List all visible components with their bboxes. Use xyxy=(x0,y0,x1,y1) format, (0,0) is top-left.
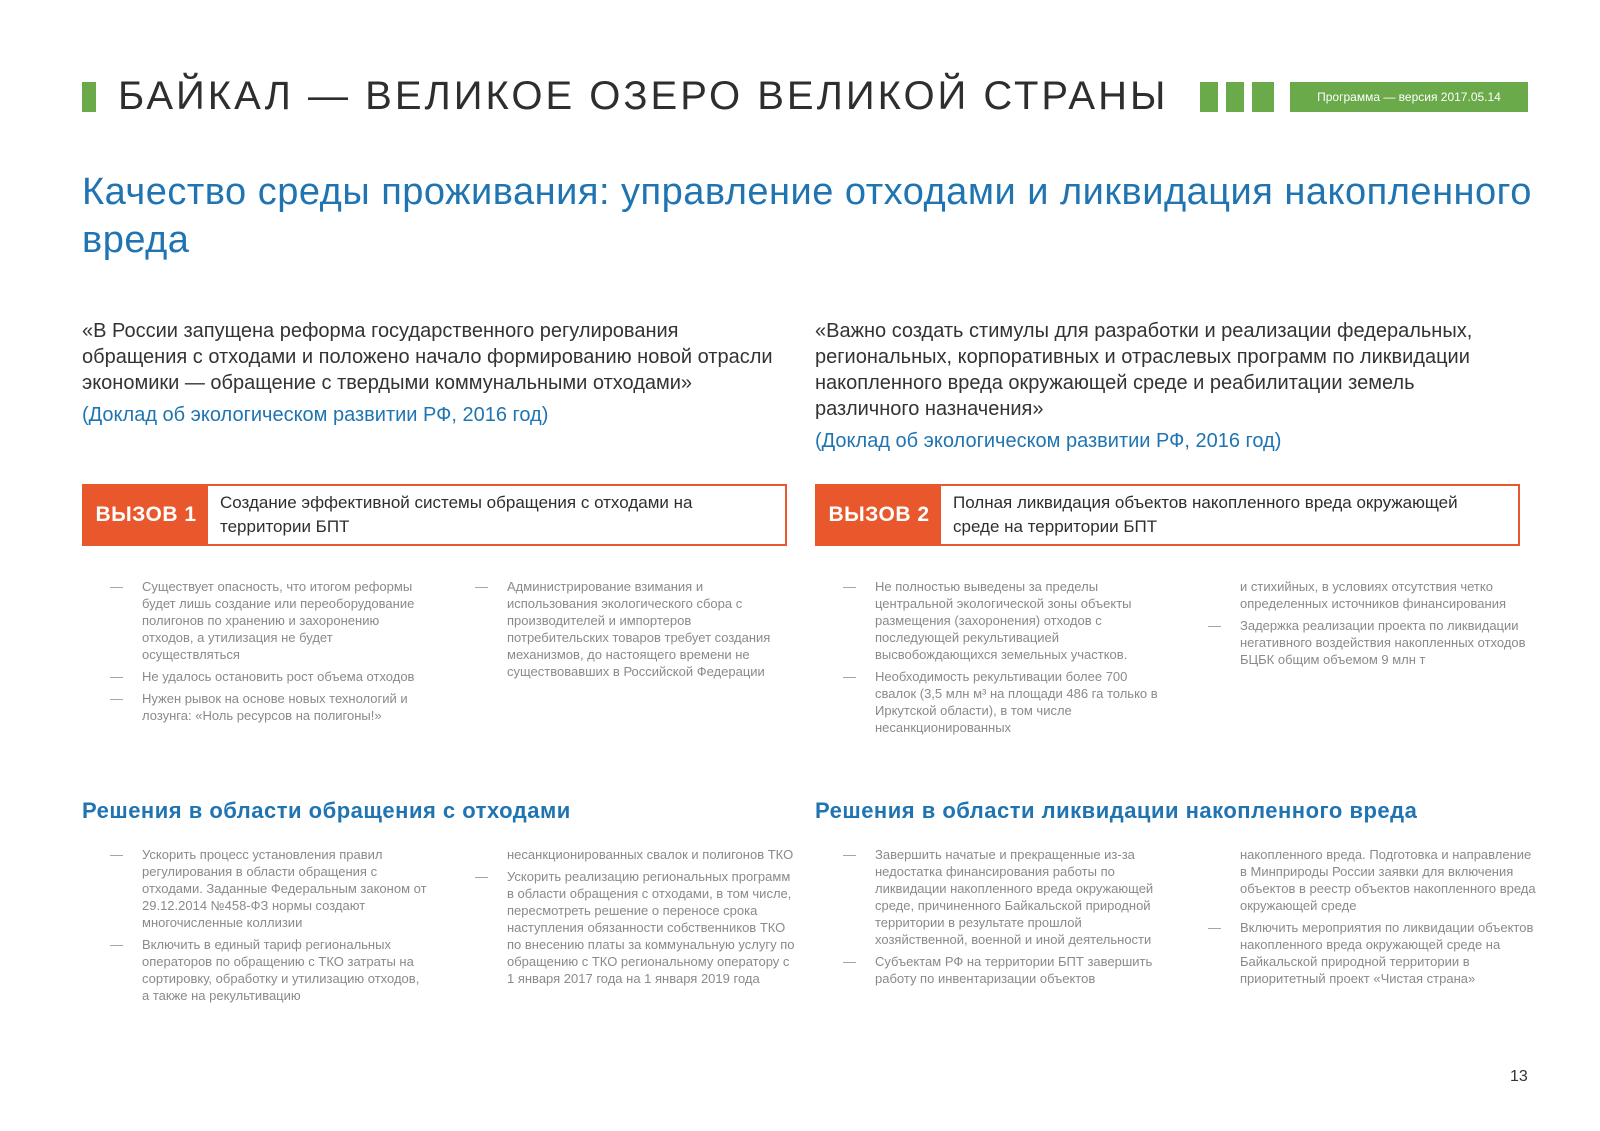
list-item: — Администрирование взимания и использования экологического сбора с производителей и импортеров потребительских товаров требует создания механизмов, до настоящего времени не существовавших в Российской Федерации xyxy=(475,578,795,680)
challenge-1-column-2 xyxy=(475,578,795,685)
quote-text: «В России запущена реформа государственного регулирования обращения с отходами и положено начало формированию новой отрасли экономики — обращение с твердыми коммунальными отходами» xyxy=(82,320,773,394)
solutions-2-column-1 xyxy=(843,846,1163,992)
list-item: — Субъектам РФ на территории БПТ завершить работу по инвентаризации объектов xyxy=(843,953,1163,987)
list-item: — Нужен рывок на основе новых технологий и лозунга: «Ноль ресурсов на полигоны!» xyxy=(110,690,430,724)
list-item-continuation: и стихийных, в условиях отсутствия четко определенных источников финансирования xyxy=(1240,579,1507,611)
solutions-2-column-2 xyxy=(1208,846,1538,992)
solutions-1-column-1 xyxy=(110,846,430,1009)
list-item: — Включить в единый тариф региональных операторов по обращению с ТКО затраты на сортировку, обработку и утилизацию отходов, а также на рекультивацию xyxy=(110,936,430,1004)
challenge-text: Создание эффективной системы обращения с отходами на территории БПТ xyxy=(220,493,693,536)
list-item: — Не удалось остановить рост объема отходов xyxy=(110,668,430,685)
challenge-2-column-2 xyxy=(1208,578,1528,673)
header-accent-bar xyxy=(82,82,96,112)
quote-text: «Важно создать стимулы для разработки и реализации федеральных, региональных, корпоративных и отраслевых программ по ликвидации накопленного вреда окружающей среде и реабилитации земель различного назначения» xyxy=(815,320,1473,420)
header-square-2 xyxy=(1226,82,1244,112)
list-item: — Не полностью выведены за пределы центральной экологической зоны объекты размещения (захоронения) отходов с последующей рекультивацией высвобождающихся земельных участков. xyxy=(843,578,1163,663)
list-item-continuation: накопленного вреда. Подготовка и направление в Минприроды России заявки для включения объектов в реестр объектов накопленного вреда окружающей среде xyxy=(1240,847,1536,913)
list-item: — Задержка реализации проекта по ликвидации негативного воздействия накопленных отходов БЦБК общим объемом 9 млн т xyxy=(1208,617,1528,668)
list-item-continuation: несанкционированных свалок и полигонов ТКО xyxy=(507,847,794,862)
page-title: Качество среды проживания: управление отходами и ликвидация накопленного вреда xyxy=(82,171,1532,261)
quote-source: (Доклад об экологическом развитии РФ, 2016 год) xyxy=(815,430,1282,452)
challenge-1-box xyxy=(82,484,787,546)
header-square-1 xyxy=(1200,82,1218,112)
list-item: — Существует опасность, что итогом реформы будет лишь создание или переоборудование полигонов по хранению и захоронению отходов, а утилизация не будет осуществляться xyxy=(110,578,430,663)
challenge-label: ВЫЗОВ 1 xyxy=(84,486,208,544)
list-item: — Ускорить реализацию региональных программ в области обращения с отходами, в том числе, пересмотреть решение о переносе срока наступления обязанности собственников ТКО по внесению платы за коммунальную услугу по обращению с ТКО региональному оператору с 1 января 2017 года на 1 января 2019 года xyxy=(475,868,795,987)
challenge-text: Полная ликвидация объектов накопленного вреда окружающей среде на территории БПТ xyxy=(953,493,1458,536)
list-item: — Завершить начатые и прекращенные из-за недостатка финансирования работы по ликвидации накопленного вреда окружающей среде, причиненного Байкальской природной территории в результате прошлой хозяйственной, военной и иной деятельности xyxy=(843,846,1163,948)
challenge-2-box xyxy=(815,484,1520,546)
challenge-2-column-1 xyxy=(843,578,1163,741)
challenge-1-column-1 xyxy=(110,578,430,729)
list-item: — Ускорить процесс установления правил регулирования в области обращения с отходами. Заданные Федеральным законом от 29.12.2014 №458-ФЗ нормы создают многочисленные коллизии xyxy=(110,846,430,931)
list-item: — Необходимость рекультивации более 700 свалок (3,5 млн м³ на площади 486 га только в Иркутской области), в том числе несанкционированных xyxy=(843,668,1163,736)
header-title: БАЙКАЛ — ВЕЛИКОЕ ОЗЕРО ВЕЛИКОЙ СТРАНЫ xyxy=(118,74,1169,118)
solutions-1-column-2 xyxy=(475,846,795,992)
solutions-heading-waste: Решения в области обращения с отходами xyxy=(82,798,571,823)
quote-right xyxy=(815,318,1520,454)
quote-source: (Доклад об экологическом развитии РФ, 2016 год) xyxy=(82,404,549,426)
quote-left xyxy=(82,318,787,428)
header-square-3 xyxy=(1252,82,1274,112)
version-badge: Программа — версия 2017.05.14 xyxy=(1290,82,1528,112)
page-number: 13 xyxy=(1510,1068,1528,1085)
list-item: — Включить мероприятия по ликвидации объектов накопленного вреда окружающей среде на Байкальской природной территории в приоритетный проект «Чистая страна» xyxy=(1208,919,1538,987)
solutions-heading-damage: Решения в области ликвидации накопленного вреда xyxy=(815,798,1418,823)
challenge-label: ВЫЗОВ 2 xyxy=(817,486,941,544)
